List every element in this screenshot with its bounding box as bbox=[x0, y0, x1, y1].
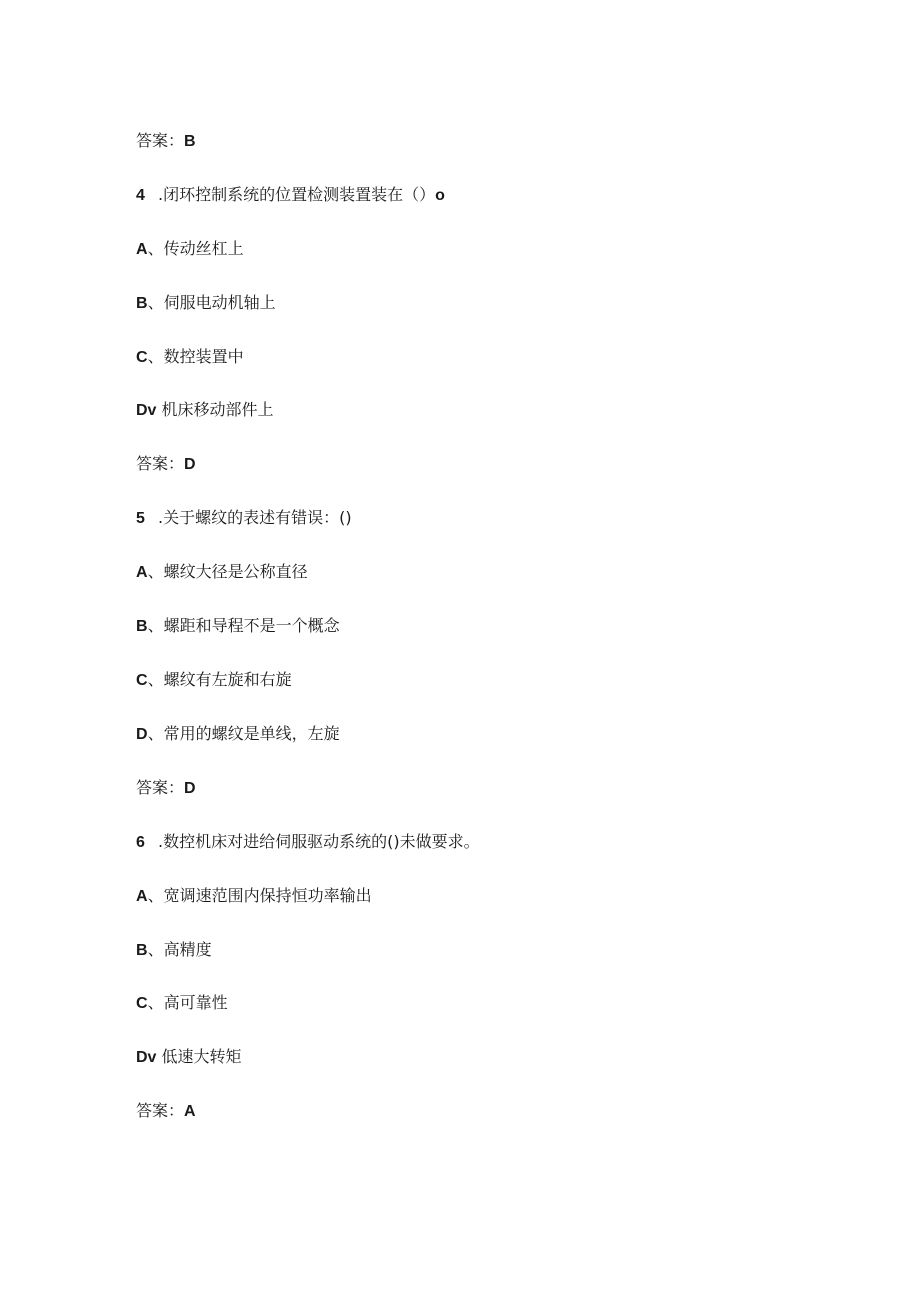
option-text: 螺纹有左旋和右旋 bbox=[163, 670, 292, 689]
option-6c bbox=[136, 993, 228, 1014]
option-key: A bbox=[136, 564, 148, 581]
option-key: B bbox=[136, 295, 148, 312]
answer-label: 答案： bbox=[136, 131, 185, 150]
answer-line-q5 bbox=[136, 778, 196, 799]
option-separator: 、 bbox=[147, 562, 164, 581]
option-separator: 、 bbox=[147, 670, 164, 689]
answer-line-q3 bbox=[136, 131, 196, 152]
answer-line-q4 bbox=[136, 454, 196, 475]
question-number: 5 bbox=[136, 510, 145, 527]
option-key: A bbox=[136, 888, 148, 905]
option-4d bbox=[136, 400, 274, 421]
option-text: 数控装置中 bbox=[163, 347, 244, 366]
option-6d bbox=[136, 1047, 242, 1068]
option-4a bbox=[136, 239, 244, 260]
option-separator: 、 bbox=[147, 347, 164, 366]
option-separator: 、 bbox=[147, 724, 164, 743]
question-text: .数控机床对进给伺服驱动系统的()未做要求。 bbox=[158, 832, 480, 851]
option-separator: 、 bbox=[147, 616, 164, 635]
answer-value: D bbox=[184, 456, 196, 473]
option-4b bbox=[136, 293, 276, 314]
option-key: B bbox=[136, 618, 148, 635]
question-number: 6 bbox=[136, 834, 145, 851]
option-separator: 、 bbox=[147, 940, 164, 959]
option-key: Dv bbox=[136, 1049, 157, 1066]
question-text: .闭环控制系统的位置检测装置装在（） bbox=[158, 185, 436, 204]
option-text: 低速大转矩 bbox=[161, 1047, 242, 1066]
option-5b bbox=[136, 616, 340, 637]
option-text: 机床移动部件上 bbox=[161, 400, 274, 419]
option-4c bbox=[136, 347, 244, 368]
option-key: A bbox=[136, 241, 148, 258]
option-text: 螺距和导程不是一个概念 bbox=[163, 616, 340, 635]
option-key: C bbox=[136, 349, 148, 366]
option-separator: 、 bbox=[147, 293, 164, 312]
question-tail: o bbox=[435, 187, 445, 204]
answer-value: D bbox=[184, 780, 196, 797]
question-number: 4 bbox=[136, 187, 145, 204]
answer-line-q6 bbox=[136, 1101, 196, 1122]
option-5a bbox=[136, 562, 308, 583]
option-5c bbox=[136, 670, 292, 691]
option-6b bbox=[136, 940, 212, 961]
option-key: D bbox=[136, 726, 148, 743]
question-5 bbox=[136, 508, 352, 529]
option-5d bbox=[136, 724, 340, 745]
answer-label: 答案： bbox=[136, 1101, 185, 1120]
option-key: Dv bbox=[136, 402, 157, 419]
option-separator: 、 bbox=[147, 239, 164, 258]
option-6a bbox=[136, 886, 372, 907]
question-text: .关于螺纹的表述有错误：() bbox=[158, 508, 352, 527]
answer-value: A bbox=[184, 1103, 196, 1120]
option-key: B bbox=[136, 942, 148, 959]
option-text: 传动丝杠上 bbox=[163, 239, 244, 258]
question-6 bbox=[136, 832, 480, 853]
question-4 bbox=[136, 185, 445, 206]
option-text: 螺纹大径是公称直径 bbox=[163, 562, 308, 581]
option-key: C bbox=[136, 672, 148, 689]
option-text: 伺服电动机轴上 bbox=[163, 293, 276, 312]
option-key: C bbox=[136, 995, 148, 1012]
option-text: 高精度 bbox=[163, 940, 212, 959]
option-separator: 、 bbox=[147, 886, 164, 905]
option-text: 常用的螺纹是单线，左旋 bbox=[163, 724, 340, 743]
option-text: 高可靠性 bbox=[163, 993, 228, 1012]
option-text: 宽调速范围内保持恒功率输出 bbox=[163, 886, 372, 905]
option-separator: 、 bbox=[147, 993, 164, 1012]
answer-label: 答案： bbox=[136, 778, 185, 797]
answer-label: 答案： bbox=[136, 454, 185, 473]
answer-value: B bbox=[184, 133, 196, 150]
